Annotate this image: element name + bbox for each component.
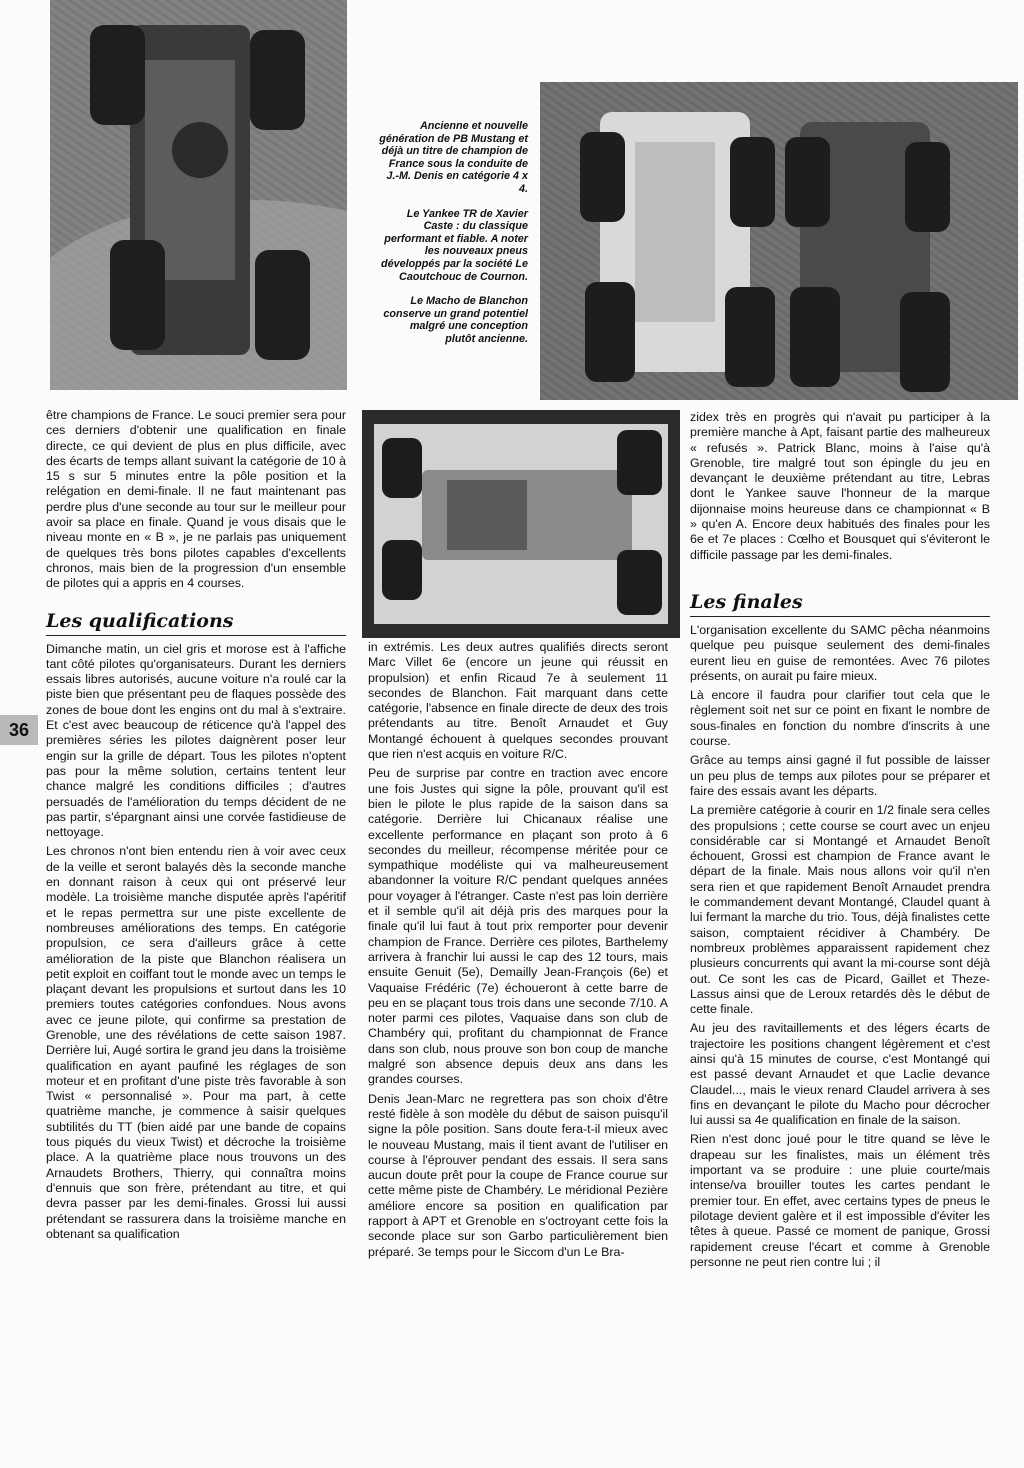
col2-paragraph-1: in extrémis. Les deux autres qualifiés directs seront Marc Villet 6e (encore un jeune qui réussit en propulsion) et enfin Ricaud 7e à seulement 11 secondes de Blanchon. Fait marquant dans cette catégorie, l'absence en finale directe de deux des trois prétendants au titre. Benoît Arnaudet et Guy Montangé échouent à quelques secondes prouvant que rien n'est acquis en voiture R/C. (368, 640, 668, 762)
caption-yankee: Le Yankee TR de Xavier Caste : du classique performant et fiable. A noter les nouveaux pneus développés par la société Le Caoutchouc de Cournon. (380, 207, 528, 283)
photo-two-buggies (540, 82, 1018, 400)
photo-chassis (362, 410, 680, 638)
col3-paragraph-2: Là encore il faudra pour clarifier tout cela que le règlement soit net sur ce point en fixant le nombre de sous-finales en fonction du nombre d'inscrits à une course. (690, 688, 990, 749)
caption-mustang: Ancienne et nouvelle génération de PB Mustang et déjà un titre de champion de France sous la conduite de J.-M. Denis en catégorie 4 x 4. (379, 120, 528, 195)
column-3 (690, 410, 990, 1270)
col3-intro: zidex très en progrès qui n'avait pu participer à la première manche à Apt, faisant partie des malheureux « refusés ». Patrick Blanc, moins à l'aise qu'à Grenoble, tire malgré tout son épingle du jeu en devançant le deuxième prétendant au titre, Lebras dont le Yankee sauve l'honneur de la marque dijonnaise moins heureuse dans ce championnat « B » qu'en A. Encore deux habitués des finales pour les 6e et 7e places : Cœlho et Bousquet qui s'éviteront le difficile passage par les demi-finales. (690, 410, 990, 562)
col3-paragraph-5: Au jeu des ravitaillements et des légers écarts de trajectoire les positions changent légèrement et c'est ainsi qu'à 15 minutes de course, c'est Montangé qui est passé devant Arnaudet et que Laclie devance Claudel..., mais le vieux renard Claudel arrivera à ses fins en devançant le pilote du Macho pour décrocher lui aussi sa 4e qualification en finale de la saison. (690, 1021, 990, 1128)
col1-intro: être champions de France. Le souci premier sera pour ces derniers d'obtenir une qualification en finale directe, ce qui devient de plus en plus difficile, avec des écarts de temps allant suivant la catégorie de 10 à 15 s sur 5 minutes entre la pôle position et la relégation en demi-finale. Il ne faut maintenant pas perdre plus d'une seconde au tour sur le meilleur pour avoir sa place en finale. Quand je vous disais que le niveau monte en « B », je ne parlais pas uniquement de quelques très bons pilotes capables d'excellents chronos, mais bien de la progression d'un ensemble de pilotes qui a appris en 4 courses. (46, 408, 346, 591)
column-1 (46, 408, 346, 1242)
col3-paragraph-1: L'organisation excellente du SAMC pêcha néanmoins quelque peu puisque seulement des demi-finales eurent lieu en guise de remontées. Avec 76 pilotes présents, on aurait pu faire mieux. (690, 622, 990, 683)
col2-paragraph-2: Peu de surprise par contre en traction avec encore une fois Justes qui signe la pôle, prouvant qu'il est bien le pilote le plus rapide de la saison dans sa catégorie. Derrière lui Chicanaux réalise une excellente performance en plaçant son proto à 6 secondes du meilleur, récompense méritée pour ce sympathique modéliste qui va malheureusement abandonner la voiture R/C pendant quelques années pour voyager à l'étranger. Caste n'est pas loin derrière et il semble qu'il ait déjà pris des marques pour la finale qu'il lui faut à tout prix remporter pour devenir champion de France. Derrière ces pilotes, Barthelemy arrivera à franchir lui aussi le cap des 12 tours, mais ensuite Genuit (5e), Demailly Jean-François (6e) et Vaquaise Frédéric (7e) échoueront à cette barre de peu en se plaçant tous trois dans une seconde 7/10. A noter parmi ces pilotes, Vaquaise dans son club de Chambéry qui, profitant du championnat de France dans son club, nous prouve son bon coup de manche malgré son absence depuis deux ans dans les grandes courses. (368, 766, 668, 1087)
col3-paragraph-4: La première catégorie à courir en 1/2 finale sera celles des propulsions ; cette course se court avec un enjeu considérable car si Montangé et Arnaudet Benoît échouent, Grossi est champion de France avant le départ de la finale. Mais nous allons voir qu'il n'en sera rien et que rapidement Benoît Arnaudet prendra le commandement devant Montangé, Claudel quant à lui fermant la marche du trio. Tous, déjà finalistes cette saison, comptaient récidiver à Chambéry. De nombreux problèmes apparaissent rapidement chez plusieurs concurrents qui avant la mi-course sont déjà out. Ce sont les cas de Picard, Gaillet et Theze-Lassus ainsi que de Leroux retardés dès le début de cette finale. (690, 803, 990, 1017)
col1-paragraph-1: Dimanche matin, un ciel gris et morose est à l'affiche tant côté pilotes qu'organisateurs. Durant les derniers essais libres autorisés, aucune voiture n'a roulé car la piste bien que présentant peu de flaques possède des zones de boue dont les engins ont du mal à s'extraire. Et c'est avec beaucoup de réticence qu'à l'appel des premières séries les pilotes daignèrent poser leur engin sur la grille de départ. Tous les pilotes n'optent pas pour la même solution, certains tentent leur chance malgré les conditions difficiles ; d'autres persuadés de l'amélioration du temps décident de ne pas partir, s'épargnant ainsi une corvée fastidieuse de nettoyage. (46, 641, 346, 840)
photo-mustang-top-view (50, 0, 347, 390)
photo-captions (378, 120, 528, 358)
col3-paragraph-6: Rien n'est donc joué pour le titre quand se lève le drapeau sur les finalistes, mais un élément très important va se produire : une pluie courte/mais intense/va brouiller toutes les cartes pendant le premier tour. En effet, avec certains types de pneus le pilotage devient galère et il est impossible d'éviter les têtes à queue. Passé ce moment de panique, Grossi rapidement creuse l'écart et comme à Grenoble personne ne peut rien contre lui ; il (690, 1132, 990, 1269)
caption-macho: Le Macho de Blanchon conserve un grand potentiel malgré une conception plutôt ancienne. (383, 295, 528, 345)
col3-paragraph-3: Grâce au temps ainsi gagné il fut possible de laisser un peu plus de temps aux pilotes pour se préparer et faire des essais avant les départs. (690, 753, 990, 798)
heading-qualifications: Les qualifications (46, 610, 346, 636)
page-number: 36 (0, 715, 38, 745)
heading-finales: Les finales (690, 591, 990, 617)
col1-paragraph-2: Les chronos n'ont bien entendu rien à voir avec ceux de la veille et seront balayés dès la seconde manche en donnant raison à ceux qui ont préservé leur modèle. La troisième manche disputée après l'apéritif et le repas permettra sur une piste excellente de nombreuses améliorations des temps. En catégorie propulsion, ce sera d'ailleurs grâce à cette amélioration de la piste que Blanchon réalisera un petit exploit en coiffant tout le monde avec un temps le plaçant devant les propulsions et surtout dans les 10 premiers toutes catégories confondues. Nous avons avec ce jeune pilote, qui confirme sa prestation de Grenoble, une des révélations de cette saison 1987. Derrière lui, Augé sortira le grand jeu dans la troisième qualification en ayant paufiné les réglages de son moteur et en profitant d'une piste très favorable à son Twist « personnalisé ». Pour ma part, à cette quatrième manche, je commence à saisir quelques subtilités du TT (bien aidé par une bande de copains tous piqués du vieux Twist) et décroche la troisième place. A la quatrième place nous trouvons un des Arnaudets Brothers, Thierry, qui connaîtra moins d'ennuis que son frère, prétendant au titre, et qui devra passer par les demi-finales. Grossi lui aussi prétendant se rassurera dans la troisième manche en obtenant sa qualification (46, 844, 346, 1241)
col2-paragraph-3: Denis Jean-Marc ne regrettera pas son choix d'être resté fidèle à son modèle du début de saison puisqu'il signe la pôle position. Sans doute fera-t-il mieux avec le nouveau Mustang, mais il tient avant de l'utiliser en course à l'éprouver pendant des essais. Il sera sans aucun doute prêt pour la coupe de France courue sur cette même piste de Chambéry. Le méridional Pezière améliore encore sa position en qualification par rapport à APT et Grenoble en s'octroyant cette fois la seconde place sur son Garbo particulièrement bien préparé. 3e temps pour le Siccom d'un Le Bra- (368, 1091, 668, 1259)
column-2 (368, 640, 668, 1260)
